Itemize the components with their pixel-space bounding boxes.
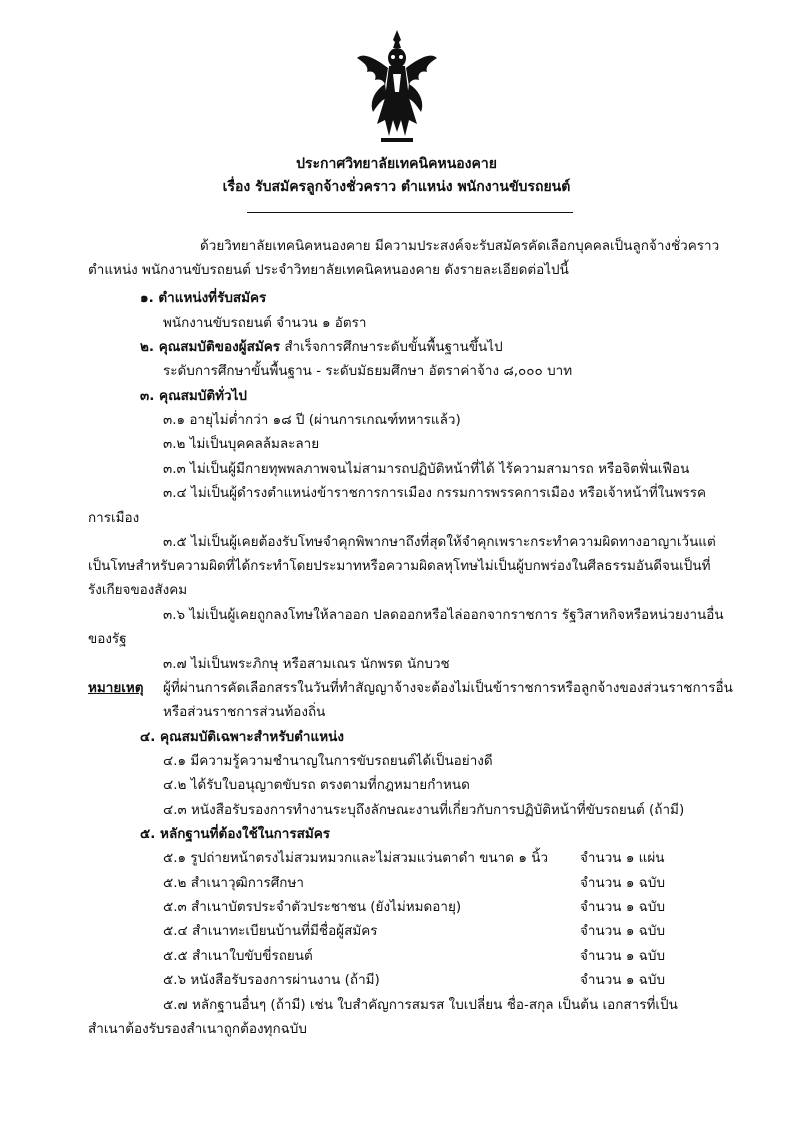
item-3-2: ๓.๒ ไม่เป็นบุคคลล้มละลาย [163,436,320,452]
item-4-2: ๔.๒ ได้รับใบอนุญาตขับรถ ตรงตามที่กฎหมายกำหนด [163,777,470,793]
section-5-heading: ๕. หลักฐานที่ต้องใช้ในการสมัคร [140,826,331,842]
doc-item-label: ๕.๔ สำเนาทะเบียนบ้านที่มีชื่อผู้สมัคร [163,923,378,939]
item-3-4-line-1: ๓.๔ ไม่เป็นผู้ดำรงตำแหน่งข้าราชการการเมือง กรรมการพรรคการเมือง หรือเจ้าหน้าที่ในพรรค [163,485,707,501]
doc-item-label: ๕.๖ หนังสือรับรองการผ่านงาน (ถ้ามี) [163,972,380,988]
section-2-heading-line [140,337,503,357]
remark-line-1: ผู้ที่ผ่านการคัดเลือกสรรในวันที่ทำสัญญาจ้างจะต้องไม่เป็นข้าราชการหรือลูกจ้างของส่วนราชการอื่น [163,680,733,696]
item-3-3: ๓.๓ ไม่เป็นผู้มีกายทุพพลภาพจนไม่สามารถปฏิบัติหน้าที่ได้ ไร้ความสามารถ หรือจิตฟั่นเฟือน [163,461,690,477]
item-3-5-line-3: รังเกียจของสังคม [88,582,188,598]
item-3-6-line-1: ๓.๖ ไม่เป็นผู้เคยถูกลงโทษให้ลาออก ปลดออกหรือไล่ออกจากราชการ รัฐวิสาหกิจหรือหน่วยงานอื่น [163,607,724,623]
doc-item-label: ๕.๑ รูปถ่ายหน้าตรงไม่สวมหมวกและไม่สวมแว่นตาดำ ขนาด ๑ นิ้ว [163,850,549,866]
intro-line-2: ตำแหน่ง พนักงานขับรถยนต์ ประจำวิทยาลัยเทคนิคหนองคาย ดังรายละเอียดต่อไปนี้ [88,262,569,278]
intro-line-1: ด้วยวิทยาลัยเทคนิคหนองคาย มีความประสงค์จะรับสมัครคัดเลือกบุคคลเป็นลูกจ้างชั่วคราว [200,238,720,254]
item-4-1: ๔.๑ มีความรู้ความชำนาญในการขับรถยนต์ได้เป็นอย่างดี [163,753,493,769]
doc-item-label: ๕.๓ สำเนาบัตรประจำตัวประชาชน (ยังไม่หมดอายุ) [163,899,462,915]
item-3-7: ๓.๗ ไม่เป็นพระภิกษุ หรือสามเณร นักพรต นักบวช [163,656,450,672]
doc-item-qty: จำนวน ๑ ฉบับ [580,923,666,939]
remark-line-2: หรือส่วนราชการส่วนท้องถิ่น [163,704,326,720]
section-2-heading-rest: สำเร็จการศึกษาระดับขั้นพื้นฐานขึ้นไป [280,339,503,355]
item-5-7-line-1: ๕.๗ หลักฐานอื่นๆ (ถ้ามี) เช่น ใบสำคัญการสมรส ใบเปลี่ยน ชื่อ-สกุล เป็นต้น เอกสารที่เป็น [163,997,678,1013]
announcement-title: ประกาศวิทยาลัยเทคนิคหนองคาย [296,156,497,172]
doc-item-qty: จำนวน ๑ แผ่น [580,850,665,866]
garuda-emblem [355,28,439,146]
item-5-7-line-2: สำเนาต้องรับรองสำเนาถูกต้องทุกฉบับ [88,1021,307,1037]
section-4-heading: ๔. คุณสมบัติเฉพาะสำหรับตำแหน่ง [140,729,344,745]
section-3-heading: ๓. คุณสมบัติทั่วไป [140,388,247,404]
doc-item-label: ๕.๒ สำเนาวุฒิการศึกษา [163,875,304,891]
doc-item-label: ๕.๕ สำเนาใบขับขี่รถยนต์ [163,948,313,964]
section-1-heading: ๑. ตำแหน่งที่รับสมัคร [140,290,267,306]
doc-item-qty: จำนวน ๑ ฉบับ [580,875,666,891]
section-2-body: ระดับการศึกษาขั้นพื้นฐาน - ระดับมัธยมศึกษา อัตราค่าจ้าง ๘,๐๐๐ บาท [163,363,573,379]
item-3-6-line-2: ของรัฐ [88,631,127,647]
announcement-subject: เรื่อง รับสมัครลูกจ้างชั่วคราว ตำแหน่ง พนักงานขับรถยนต์ [222,179,571,195]
doc-item-qty: จำนวน ๑ ฉบับ [580,972,666,988]
header-divider [247,212,573,213]
section-2-heading: ๒. คุณสมบัติของผู้สมัคร [140,339,281,355]
item-3-4-line-2: การเมือง [88,510,140,526]
item-4-3: ๔.๓ หนังสือรับรองการทำงานระบุถึงลักษณะงานที่เกี่ยวกับการปฏิบัติหน้าที่ขับรถยนต์ (ถ้ามี) [163,802,685,818]
doc-item-qty: จำนวน ๑ ฉบับ [580,948,666,964]
item-3-5-line-2: เป็นโทษสำหรับความผิดที่ได้กระทำโดยประมาทหรือความผิดลหุโทษไม่เป็นผู้บกพร่องในศีลธรรมอันดีจนเป็นที่ [88,558,711,574]
remark-label: หมายเหตุ [88,680,144,696]
doc-item-qty: จำนวน ๑ ฉบับ [580,899,666,915]
item-3-1: ๓.๑ อายุไม่ต่ำกว่า ๑๘ ปี (ผ่านการเกณฑ์ทหารแล้ว) [163,412,461,428]
section-1-body: พนักงานขับรถยนต์ จำนวน ๑ อัตรา [163,315,367,331]
item-3-5-line-1: ๓.๕ ไม่เป็นผู้เคยต้องรับโทษจำคุกพิพากษาถึงที่สุดให้จำคุกเพราะกระทำความผิดทางอาญาเว้นแต่ [163,534,716,550]
